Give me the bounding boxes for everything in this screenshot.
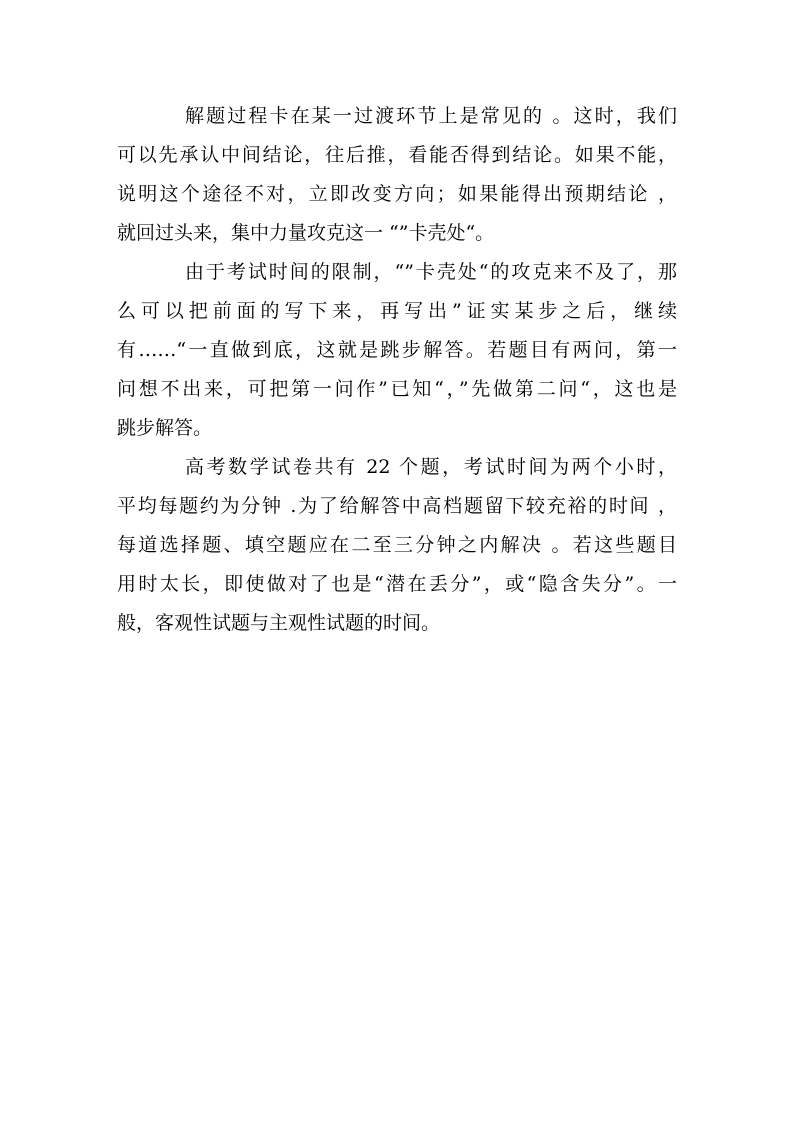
paragraph-line: 可以先承认中间结论，往后推，看能否得到结论。如果不能， — [117, 144, 677, 166]
paragraph-line: 跳步解答。 — [117, 417, 213, 439]
paragraph-line: 每道选择题、填空题应在二至三分钟之内解决 。若这些题目 — [117, 534, 677, 556]
paragraph-line: 问想不出来，可把第一问作”已知“，”先做第二问“，这也是 — [117, 378, 677, 400]
paragraph-3 — [117, 448, 677, 643]
paragraph-line: 么可以把前面的写下来，再写出”证实某步之后，继续 — [117, 300, 677, 322]
paragraph-2 — [117, 253, 677, 448]
paragraph-line: 解题过程卡在某一过渡环节上是常见的 。这时，我们 — [185, 105, 677, 127]
paragraph-line: 用时太长，即使做对了也是“潜在丢分”，或“隐含失分”。一 — [117, 573, 677, 595]
paragraph-line: 有……“一直做到底，这就是跳步解答。若题目有两问，第一 — [117, 339, 677, 361]
paragraph-line: 由于考试时间的限制，“”卡壳处“的攻克来不及了，那 — [185, 261, 677, 283]
paragraph-1 — [117, 97, 677, 253]
paragraph-line: 平均每题约为分钟 .为了给解答中高档题留下较充裕的时间 ， — [117, 495, 677, 517]
paragraph-line: 高考数学试卷共有 22 个题，考试时间为两个小时， — [185, 456, 677, 478]
paragraph-line: 就回过头来，集中力量攻克这一 “”卡壳处“。 — [117, 222, 495, 244]
paragraph-line: 说明这个途径不对，立即改变方向；如果能得出预期结论 ， — [117, 183, 677, 205]
paragraph-line: 般，客观性试题与主观性试题的时间。 — [117, 612, 441, 634]
document-body — [117, 97, 677, 643]
